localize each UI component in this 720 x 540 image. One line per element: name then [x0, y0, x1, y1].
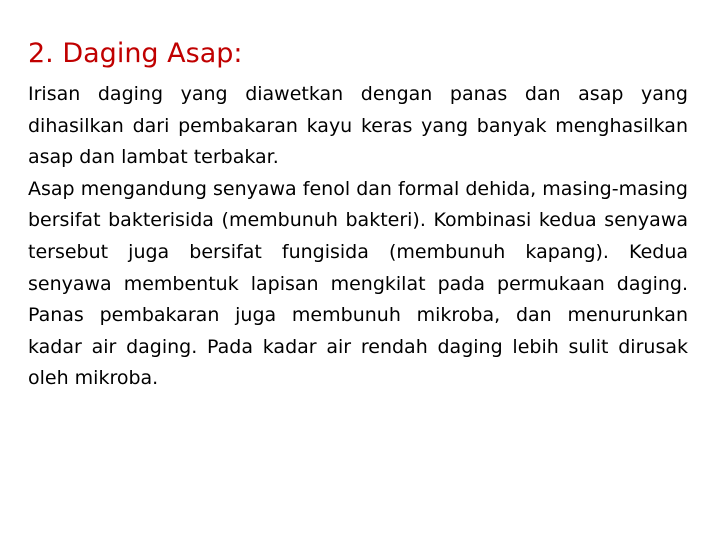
- body-paragraph-1: Irisan daging yang diawetkan dengan panas dan asap yang dihasilkan dari pembakaran kayu keras yang banyak menghasilkan asap dan lambat terbakar.: [28, 83, 688, 169]
- slide-title: 2. Daging Asap:: [28, 38, 243, 69]
- slide-body: [28, 79, 688, 395]
- body-paragraph-2: Asap mengandung senyawa fenol dan formal dehida, masing-masing bersifat bakterisida (membunuh bakteri). Kombinasi kedua senyawa tersebut juga bersifat fungisida (membunuh kapang). Kedua senyawa membentuk lapisan mengkilat pada permukaan daging. Panas pembakaran juga membunuh mikroba, dan menurunkan kadar air daging. Pada kadar air rendah daging lebih sulit dirusak oleh mikroba.: [28, 177, 688, 390]
